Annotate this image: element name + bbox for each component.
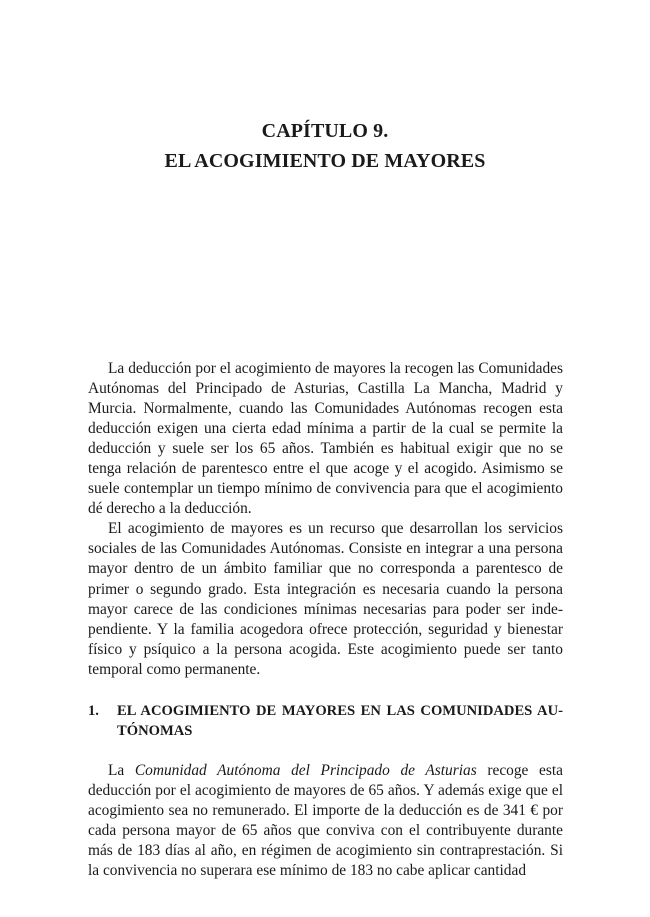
section-title-line2: TÓNOMAS [117,722,193,739]
chapter-title [0,116,650,176]
section-heading [88,701,563,741]
section-title-line1: EL ACOGIMIENTO DE MAYORES EN LAS COMUNIDADES AU- [117,702,563,719]
paragraph-asturias-rest: recoge esta deducción por el acogimiento de mayores de 65 años. Y además exige que el acogimiento sea no remunerado. El importe de la deducción es de 341 € por cada persona mayor de 65 años que conviva con el contribuyente durante más de 183 días al año, en régimen de acogimiento sin contraprestación. Si la convivencia no superara ese mínimo de 183 no cabe aplicar cantidad [88,761,563,880]
paragraph-asturias-italic: Comunidad Autónoma del Principado de Asturias [134,761,477,779]
paragraph-asturias-lead: La [108,761,135,779]
paragraph-intro: La deducción por el acogimiento de mayores la recogen las Comunidades Autónomas del Principado de Asturias, Castilla La Mancha, Madrid y Murcia. Normalmente, cuando las Comunidades Autónomas recogen esta deducción exigen una cierta edad mínima a partir de la cual se permite la deducción y suele ser los 65 años. También es habitual exigir que no se tenga relación de parentesco entre el que acoge y el acogido. Asimismo se suele contemplar un tiempo mínimo de convivencia para que el acogimiento dé derecho a la deducción. [88,360,563,518]
section-number: 1. [88,702,99,719]
paragraph-definition: El acogimiento de mayores es un recurso que desarrollan los servicios sociales de las Comunidades Autónomas. Consiste en integrar a una persona mayor dentro de un ámbito familiar que no corresponda a parentesco de primer o segundo grado. Esta integración es necesaria cuando la persona mayor carece de las condiciones mínimas necesarias para poder ser independiente. Y la familia acogedora ofrece protección, seguridad y bienestar físico y psíquico a la persona acogida. Este acogimiento puede ser tanto temporal como permanente. [88,520,563,678]
paragraph-asturias [88,761,563,881]
chapter-number: CAPÍTULO 9. [261,120,389,142]
section-title [117,701,563,741]
chapter-body [88,359,563,881]
chapter-name: EL ACOGIMIENTO DE MAYORES [164,150,486,172]
